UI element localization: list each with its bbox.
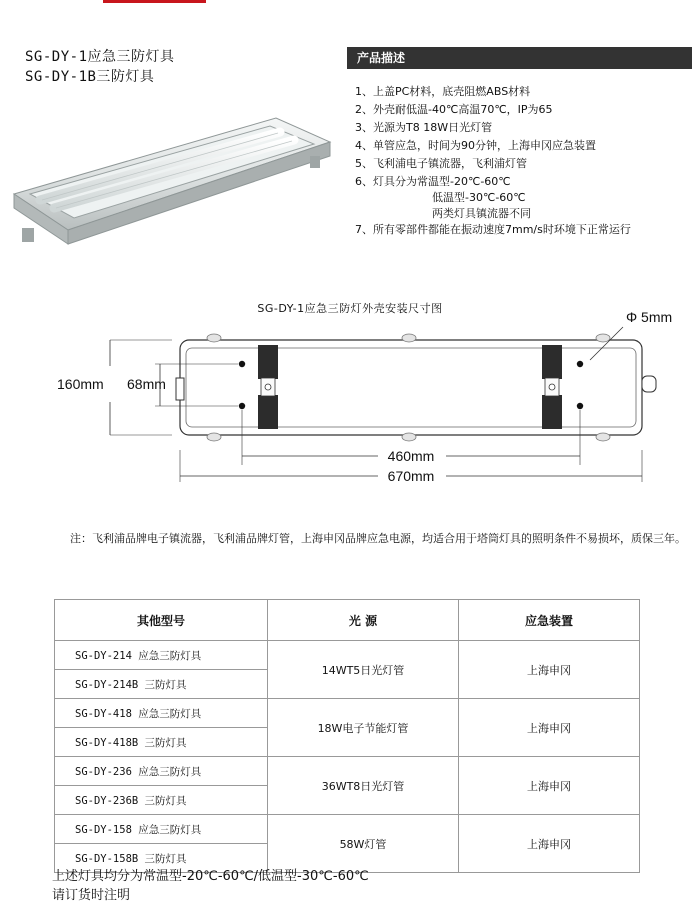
spec-item-6-ballast: 两类灯具镇流器不同 xyxy=(432,207,531,220)
product-photo xyxy=(8,112,338,254)
table-header-row xyxy=(55,600,640,641)
spec-item-5: 5、飞利浦电子镇流器，飞利浦灯管 xyxy=(355,157,527,170)
hole-span-dimension-label: 460mm xyxy=(387,448,435,464)
product-title-1: SG-DY-1应急三防灯具 xyxy=(25,49,175,65)
model-cell: SG-DY-158 应急三防灯具 xyxy=(55,815,268,844)
emergency-unit-cell: 上海申冈 xyxy=(459,699,640,757)
mounting-bracket-left xyxy=(258,345,278,429)
emergency-unit-cell: 上海申冈 xyxy=(459,757,640,815)
light-source-cell: 14WT5日光灯管 xyxy=(268,641,459,699)
housing-outline xyxy=(180,340,642,435)
spec-item-3: 3、光源为T8 18W日光灯管 xyxy=(355,121,493,134)
light-source-cell: 18W电子节能灯管 xyxy=(268,699,459,757)
length-dimension-label: 670mm xyxy=(387,468,435,484)
mounting-bracket-right xyxy=(542,345,562,429)
table-row xyxy=(55,757,640,786)
diagram-title: SG-DY-1应急三防灯外壳安装尺寸图 xyxy=(257,302,443,315)
height-dimension-label: 160mm xyxy=(57,376,104,392)
warranty-note: 注：飞利浦品牌电子镇流器，飞利浦品牌灯管，上海申冈品牌应急电源，均适合用于塔筒灯具的照明条件不易损坏，质保三年。 xyxy=(70,532,686,545)
spec-item-2: 2、外壳耐低温-40℃高温70℃，IP为65 xyxy=(355,103,553,116)
cable-gland xyxy=(642,376,656,392)
model-cell: SG-DY-214B 三防灯具 xyxy=(55,670,268,699)
model-cell: SG-DY-236 应急三防灯具 xyxy=(55,757,268,786)
spec-item-6: 6、灯具分为常温型-20℃-60℃ xyxy=(355,175,511,188)
product-description-header: 产品描述 xyxy=(347,47,692,69)
spec-item-4: 4、单管应急，时间为90分钟，上海申冈应急装置 xyxy=(355,139,596,152)
other-models-table xyxy=(54,599,640,873)
product-title-2: SG-DY-1B三防灯具 xyxy=(25,69,155,85)
footer-order-note: 请订货时注明 xyxy=(52,888,131,903)
model-cell: SG-DY-418 应急三防灯具 xyxy=(55,699,268,728)
dimension-diagram xyxy=(0,300,700,500)
emergency-unit-cell: 上海申冈 xyxy=(459,641,640,699)
spec-item-6-low-temp: 低温型-30℃-60℃ xyxy=(432,191,526,204)
table-row xyxy=(55,699,640,728)
spec-item-7: 7、所有零部件都能在振动速度7mm/s时环境下正常运行 xyxy=(355,223,631,236)
top-accent-bar xyxy=(103,0,206,3)
hole-height-dimension-label: 68mm xyxy=(127,376,166,392)
light-source-cell: 58W灯管 xyxy=(268,815,459,873)
col-header-model: 其他型号 xyxy=(55,600,268,641)
col-header-emergency-unit: 应急装置 xyxy=(459,600,640,641)
model-cell: SG-DY-236B 三防灯具 xyxy=(55,786,268,815)
hole-diameter-label: Φ 5mm xyxy=(626,309,673,325)
model-cell: SG-DY-158B 三防灯具 xyxy=(55,844,268,873)
model-cell: SG-DY-214 应急三防灯具 xyxy=(55,641,268,670)
table-row xyxy=(55,815,640,844)
emergency-unit-cell: 上海申冈 xyxy=(459,815,640,873)
light-source-cell: 36WT8日光灯管 xyxy=(268,757,459,815)
spec-item-1: 1、上盖PC材料，底壳阻燃ABS材料 xyxy=(355,85,531,98)
table-row xyxy=(55,641,640,670)
col-header-light-source: 光 源 xyxy=(268,600,459,641)
model-cell: SG-DY-418B 三防灯具 xyxy=(55,728,268,757)
footer-temperature-note: 上述灯具均分为常温型-20℃-60℃/低温型-30℃-60℃ xyxy=(52,869,369,884)
